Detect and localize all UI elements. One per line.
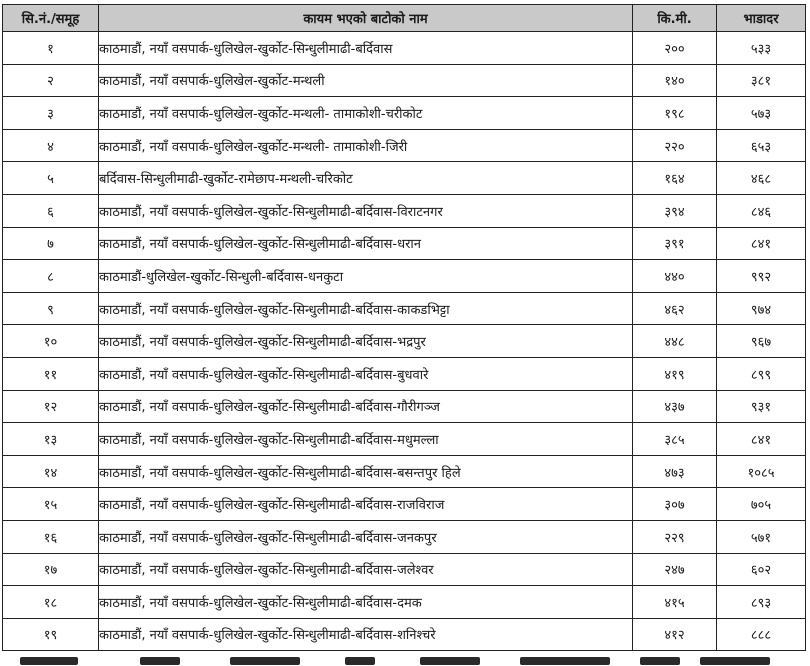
km-cell: ४६२ <box>633 292 717 325</box>
serial-cell: १३ <box>3 423 99 456</box>
header-fare: भाडादर <box>717 5 806 32</box>
serial-cell: १४ <box>3 455 99 488</box>
serial-cell: १ <box>3 32 99 65</box>
km-cell: १६४ <box>633 162 717 195</box>
cut-off-text-line <box>0 655 810 666</box>
km-cell: ४१९ <box>633 357 717 390</box>
table-row <box>3 390 806 423</box>
serial-cell: ६ <box>3 194 99 227</box>
route-cell: काठमाडौं, नयाँ वसपार्क-धुलिखेल-खुर्कोट-मन्थली <box>99 64 633 97</box>
km-cell: ४१५ <box>633 586 717 619</box>
serial-cell: १६ <box>3 520 99 553</box>
route-cell: काठमाडौं, नयाँ वसपार्क-धुलिखेल-खुर्कोट-सिन्धुलीमाढी-बर्दिवास-गौरीगञ्ज <box>99 390 633 423</box>
table-row <box>3 260 806 293</box>
km-cell: ४४० <box>633 260 717 293</box>
fare-cell: ४६८ <box>717 162 806 195</box>
table-row <box>3 586 806 619</box>
table-row <box>3 194 806 227</box>
fare-cell: ३८१ <box>717 64 806 97</box>
route-cell: काठमाडौं, नयाँ वसपार्क-धुलिखेल-खुर्कोट-सिन्धुलीमाढी-बर्दिवास-धरान <box>99 227 633 260</box>
km-cell: ४४८ <box>633 325 717 358</box>
km-cell: २४७ <box>633 553 717 586</box>
serial-cell: ९ <box>3 292 99 325</box>
table-row <box>3 553 806 586</box>
route-cell: काठमाडौं, नयाँ वसपार्क-धुलिखेल-खुर्कोट-सिन्धुलीमाढी-बर्दिवास-बसन्तपुर हिले <box>99 455 633 488</box>
table-row <box>3 64 806 97</box>
table-header-row <box>3 5 806 32</box>
fare-cell: ५७३ <box>717 97 806 130</box>
table-row <box>3 455 806 488</box>
route-cell: काठमाडौं, नयाँ वसपार्क-धुलिखेल-खुर्कोट-सिन्धुलीमाढी-बर्दिवास-राजविराज <box>99 488 633 521</box>
fare-cell: ६०२ <box>717 553 806 586</box>
fare-cell: ७०५ <box>717 488 806 521</box>
serial-cell: ४ <box>3 129 99 162</box>
table-row <box>3 423 806 456</box>
route-cell: काठमाडौं, नयाँ वसपार्क-धुलिखेल-खुर्कोट-सिन्धुलीमाढी-बर्दिवास-मधुमल्ला <box>99 423 633 456</box>
route-fare-table <box>2 4 806 651</box>
km-cell: १४० <box>633 64 717 97</box>
route-cell: काठमाडौं, नयाँ वसपार्क-धुलिखेल-खुर्कोट-सिन्धुलीमाढी-बर्दिवास-जलेश्वर <box>99 553 633 586</box>
route-cell: काठमाडौं, नयाँ वसपार्क-धुलिखेल-खुर्कोट-मन्थली- तामाकोशी-चरीकोट <box>99 97 633 130</box>
fare-cell: ९३१ <box>717 390 806 423</box>
route-cell: काठमाडौं-धुलिखेल-खुर्कोट-सिन्धुली-बर्दिवास-धनकुटा <box>99 260 633 293</box>
route-cell: काठमाडौं, नयाँ वसपार्क-धुलिखेल-खुर्कोट-सिन्धुलीमाढी-बर्दिवास-शनिश्चरे <box>99 618 633 651</box>
fare-cell: ५३३ <box>717 32 806 65</box>
table-row <box>3 325 806 358</box>
km-cell: २२९ <box>633 520 717 553</box>
table-row <box>3 162 806 195</box>
km-cell: ३०७ <box>633 488 717 521</box>
route-cell: काठमाडौं, नयाँ वसपार्क-धुलिखेल-खुर्कोट-सिन्धुलीमाढी-बर्दिवास-भद्रपुर <box>99 325 633 358</box>
serial-cell: १२ <box>3 390 99 423</box>
fare-cell: ८८८ <box>717 618 806 651</box>
route-cell: काठमाडौं, नयाँ वसपार्क-धुलिखेल-खुर्कोट-सिन्धुलीमाढी-बर्दिवास-विराटनगर <box>99 194 633 227</box>
km-cell: ४३७ <box>633 390 717 423</box>
table-row <box>3 488 806 521</box>
serial-cell: ५ <box>3 162 99 195</box>
route-cell: बर्दिवास-सिन्धुलीमाढी-खुर्कोट-रामेछाप-मन्थली-चरिकोट <box>99 162 633 195</box>
km-cell: ४१२ <box>633 618 717 651</box>
fare-cell: ८४१ <box>717 423 806 456</box>
serial-cell: ११ <box>3 357 99 390</box>
route-cell: काठमाडौं, नयाँ वसपार्क-धुलिखेल-खुर्कोट-मन्थली- तामाकोशी-जिरी <box>99 129 633 162</box>
km-cell: १९८ <box>633 97 717 130</box>
table-row <box>3 32 806 65</box>
km-cell: ४७३ <box>633 455 717 488</box>
table-row <box>3 618 806 651</box>
table-row <box>3 129 806 162</box>
fare-cell: १०८५ <box>717 455 806 488</box>
fare-cell: ९६७ <box>717 325 806 358</box>
fare-cell: ५७१ <box>717 520 806 553</box>
serial-cell: ३ <box>3 97 99 130</box>
route-cell: काठमाडौं, नयाँ वसपार्क-धुलिखेल-खुर्कोट-सिन्धुलीमाढी-बर्दिवास <box>99 32 633 65</box>
header-route: कायम भएको बाटोको नाम <box>99 5 633 32</box>
km-cell: ३९१ <box>633 227 717 260</box>
table-row <box>3 97 806 130</box>
header-km: कि.मी. <box>633 5 717 32</box>
serial-cell: १० <box>3 325 99 358</box>
fare-cell: ८४६ <box>717 194 806 227</box>
serial-cell: ८ <box>3 260 99 293</box>
fare-cell: ९९२ <box>717 260 806 293</box>
km-cell: ३९४ <box>633 194 717 227</box>
serial-cell: १७ <box>3 553 99 586</box>
table-row <box>3 520 806 553</box>
fare-cell: ८९३ <box>717 586 806 619</box>
fare-cell: ८९९ <box>717 357 806 390</box>
table-row <box>3 292 806 325</box>
header-serial: सि.नं./समूह <box>3 5 99 32</box>
route-cell: काठमाडौं, नयाँ वसपार्क-धुलिखेल-खुर्कोट-सिन्धुलीमाढी-बर्दिवास-जनकपुर <box>99 520 633 553</box>
km-cell: ३८५ <box>633 423 717 456</box>
fare-cell: ६५३ <box>717 129 806 162</box>
fare-cell: ९७४ <box>717 292 806 325</box>
table-row <box>3 227 806 260</box>
serial-cell: १८ <box>3 586 99 619</box>
km-cell: २०० <box>633 32 717 65</box>
route-cell: काठमाडौं, नयाँ वसपार्क-धुलिखेल-खुर्कोट-सिन्धुलीमाढी-बर्दिवास-दमक <box>99 586 633 619</box>
table-row <box>3 357 806 390</box>
serial-cell: २ <box>3 64 99 97</box>
serial-cell: ७ <box>3 227 99 260</box>
km-cell: २२० <box>633 129 717 162</box>
serial-cell: १९ <box>3 618 99 651</box>
route-cell: काठमाडौं, नयाँ वसपार्क-धुलिखेल-खुर्कोट-सिन्धुलीमाढी-बर्दिवास-बुधवारे <box>99 357 633 390</box>
route-cell: काठमाडौं, नयाँ वसपार्क-धुलिखेल-खुर्कोट-सिन्धुलीमाढी-बर्दिवास-काकडभिट्टा <box>99 292 633 325</box>
serial-cell: १५ <box>3 488 99 521</box>
fare-cell: ८४१ <box>717 227 806 260</box>
